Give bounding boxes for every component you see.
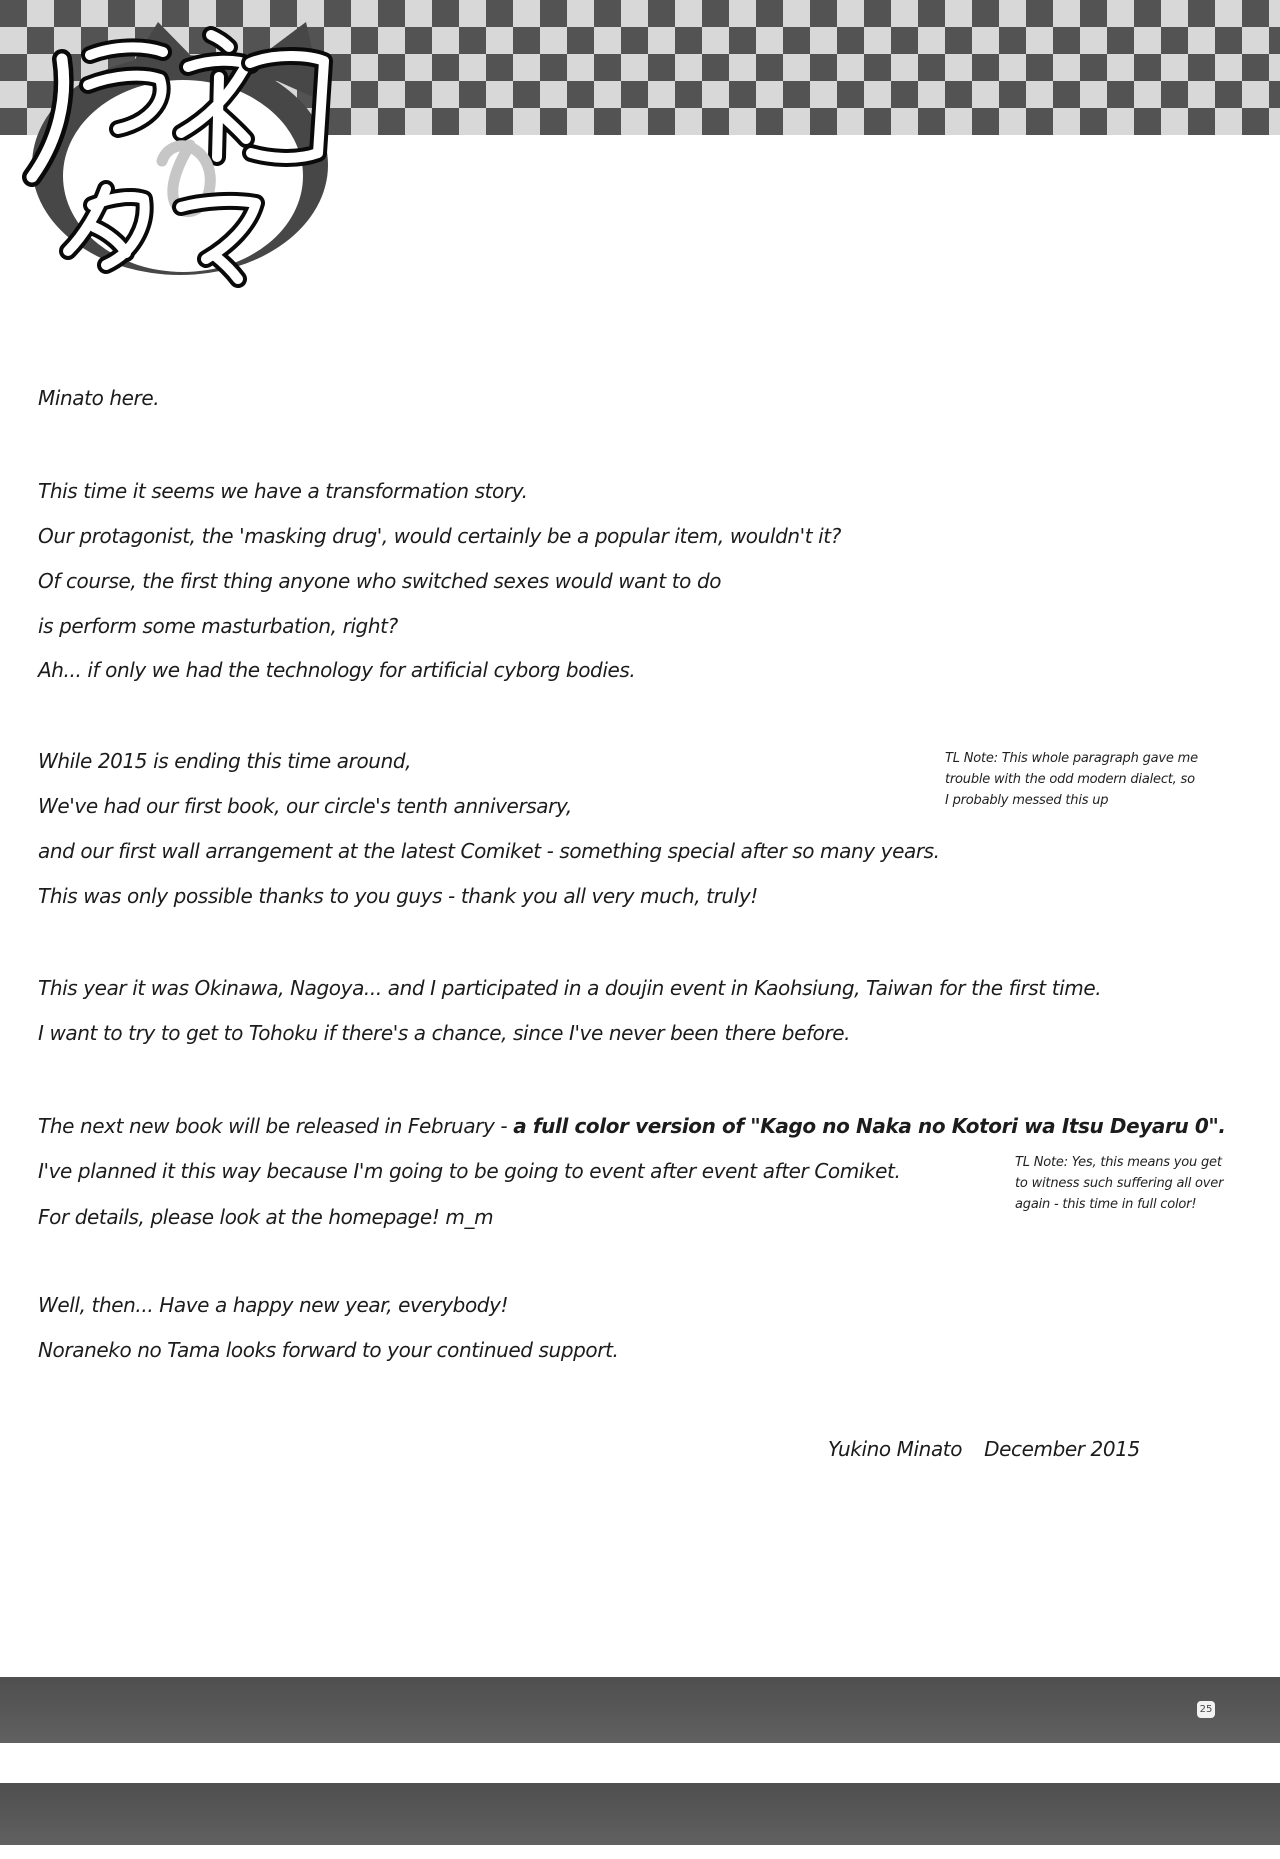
- afterword-line: Our protagonist, the 'masking drug', would certainly be a popular item, wouldn't it?: [38, 524, 841, 548]
- tl-note-line: again - this time in full color!: [1015, 1197, 1197, 1212]
- afterword-line: While 2015 is ending this time around,: [38, 749, 412, 773]
- translator-note-1: [945, 748, 1198, 811]
- afterword-line: and our first wall arrangement at the latest Comiket - something special after so many years.: [38, 839, 940, 863]
- afterword-line: We've had our first book, our circle's tenth anniversary,: [38, 794, 572, 818]
- tl-note-line: trouble with the odd modern dialect, so: [945, 772, 1195, 787]
- translator-note-2: [1015, 1152, 1223, 1215]
- page-number-badge: 25: [1197, 1701, 1215, 1718]
- tl-note-line: TL Note: This whole paragraph gave me: [945, 751, 1198, 766]
- afterword-line-with-bold: [38, 1113, 1226, 1139]
- afterword-line: is perform some masturbation, right?: [38, 614, 398, 638]
- signature: [828, 1437, 1140, 1461]
- cat-face: [63, 80, 303, 272]
- tl-note-line: TL Note: Yes, this means you get: [1015, 1155, 1222, 1170]
- tl-note-line: to witness such suffering all over: [1015, 1176, 1224, 1191]
- afterword-greeting: Minato here.: [38, 386, 160, 410]
- author-name: Yukino Minato: [828, 1437, 963, 1461]
- afterword-line: For details, please look at the homepage! m_m: [38, 1205, 494, 1229]
- afterword-line: Well, then... Have a happy new year, everybody!: [38, 1293, 509, 1317]
- afterword-line-normal-part: The next new book will be released in February -: [38, 1114, 514, 1138]
- afterword-line: Noraneko no Tama looks forward to your continued support.: [38, 1338, 619, 1362]
- bottom-bar-bottom: [0, 1783, 1280, 1845]
- bottom-bar-top: [0, 1677, 1280, 1743]
- signature-date: December 2015: [984, 1437, 1140, 1461]
- tl-note-line: I probably messed this up: [945, 793, 1109, 808]
- afterword-line: I've planned it this way because I'm going to be going to event after event after Comiket.: [38, 1159, 901, 1183]
- afterword-line: Ah... if only we had the technology for artificial cyborg bodies.: [38, 658, 636, 682]
- afterword-line: I want to try to get to Tohoku if there's a chance, since I've never been there before.: [38, 1021, 851, 1045]
- afterword-line: This time it seems we have a transformation story.: [38, 479, 528, 503]
- afterword-line: This was only possible thanks to you guys - thank you all very much, truly!: [38, 884, 758, 908]
- afterword-line: Of course, the first thing anyone who switched sexes would want to do: [38, 569, 722, 593]
- afterword-line-bold-part: a full color version of "Kago no Naka no Kotori wa Itsu Deyaru 0".: [513, 1114, 1226, 1138]
- noraneko-no-tama-cat-logo: [18, 15, 348, 290]
- afterword-line: This year it was Okinawa, Nagoya... and I participated in a doujin event in Kaohsiung, Taiwan for the first time.: [38, 976, 1102, 1000]
